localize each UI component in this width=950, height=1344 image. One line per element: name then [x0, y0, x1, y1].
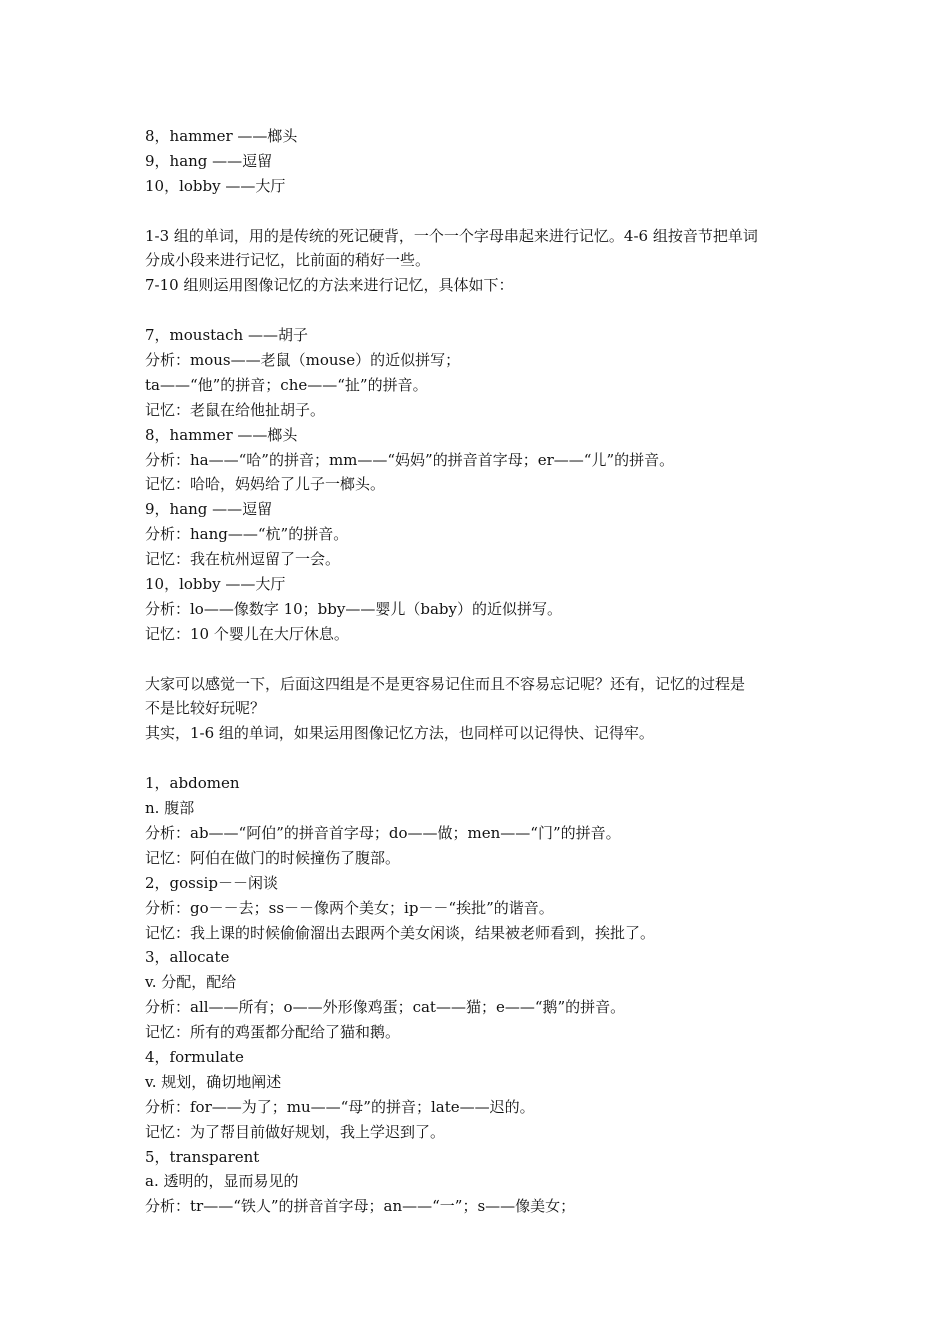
text-line: 1，abdomen — [145, 774, 240, 793]
text-line: 记忆：我上课的时候偷偷溜出去跟两个美女闲谈，结果被老师看到，挨批了。 — [145, 923, 656, 942]
text-line: 记忆：为了帮目前做好规划，我上学迟到了。 — [145, 1122, 446, 1141]
text-line: 分析：mous——老鼠（mouse）的近似拼写； — [145, 351, 461, 370]
blank-line — [145, 746, 815, 771]
text-line: 3，allocate — [145, 948, 230, 967]
text-line: 不是比较好玩呢？ — [145, 699, 266, 718]
document-body — [145, 124, 815, 1219]
blank-line — [145, 298, 815, 323]
text-line: n. 腹部 — [145, 799, 195, 818]
blank-line — [145, 199, 815, 224]
text-line: 5，transparent — [145, 1147, 260, 1166]
text-line: 9，hang ——逗留 — [145, 151, 273, 170]
text-line: 7，moustach ——胡子 — [145, 326, 308, 345]
text-line: 记忆：老鼠在给他扯胡子。 — [145, 400, 326, 419]
text-line: 记忆：10 个婴儿在大厅休息。 — [145, 624, 349, 643]
text-line: 记忆：所有的鸡蛋都分配给了猫和鹅。 — [145, 1023, 401, 1042]
text-line: 8，hammer ——榔头 — [145, 425, 298, 444]
text-line: 分析：for——为了；mu——“母”的拼音；late——迟的。 — [145, 1097, 535, 1116]
text-line: v. 规划，确切地阐述 — [145, 1072, 282, 1091]
blank-line — [145, 647, 815, 672]
text-line: 7-10 组则运用图像记忆的方法来进行记忆，具体如下： — [145, 276, 514, 295]
text-line: 分析：tr——“铁人”的拼音首字母；an——“一”；s——像美女； — [145, 1197, 576, 1216]
text-line: v. 分配，配给 — [145, 973, 237, 992]
text-line: 记忆：哈哈，妈妈给了儿子一榔头。 — [145, 475, 386, 494]
text-line: 分析：all——所有；o——外形像鸡蛋；cat——猫；e——“鹅”的拼音。 — [145, 998, 626, 1017]
text-line: ta——“他”的拼音；che——“扯”的拼音。 — [145, 375, 428, 394]
text-line: 其实，1-6 组的单词，如果运用图像记忆方法，也同样可以记得快、记得牢。 — [145, 724, 654, 743]
text-line: 10，lobby ——大厅 — [145, 176, 286, 195]
text-line: 分成小段来进行记忆，比前面的稍好一些。 — [145, 251, 431, 270]
text-line: 8，hammer ——榔头 — [145, 127, 298, 145]
text-line: 1-3 组的单词，用的是传统的死记硬背，一个一个字母串起来进行记忆。4-6 组按音节把单词 — [145, 226, 758, 245]
text-line: a. 透明的，显而易见的 — [145, 1172, 299, 1191]
text-line: 9，hang ——逗留 — [145, 500, 273, 519]
text-line: 分析：ha——“哈”的拼音；mm——“妈妈”的拼音首字母；er——“儿”的拼音。 — [145, 450, 675, 469]
text-line: 大家可以感觉一下，后面这四组是不是更容易记住而且不容易忘记呢？还有，记忆的过程是 — [145, 674, 746, 693]
text-line: 分析：go－－去；ss－－像两个美女；ip－－“挨批”的谐音。 — [145, 898, 554, 917]
text-line: 分析：lo——像数字 10；bby——婴儿（baby）的近似拼写。 — [145, 599, 562, 618]
text-line: 分析：hang——“杭”的拼音。 — [145, 525, 349, 544]
text-line: 分析：ab——“阿伯”的拼音首字母；do——做；men——“门”的拼音。 — [145, 823, 621, 842]
text-line: 记忆：我在杭州逗留了一会。 — [145, 550, 341, 569]
text-line: 4，formulate — [145, 1047, 244, 1066]
text-line: 记忆：阿伯在做门的时候撞伤了腹部。 — [145, 848, 401, 867]
text-line: 10，lobby ——大厅 — [145, 575, 286, 594]
text-line: 2，gossip－－闲谈 — [145, 873, 278, 892]
